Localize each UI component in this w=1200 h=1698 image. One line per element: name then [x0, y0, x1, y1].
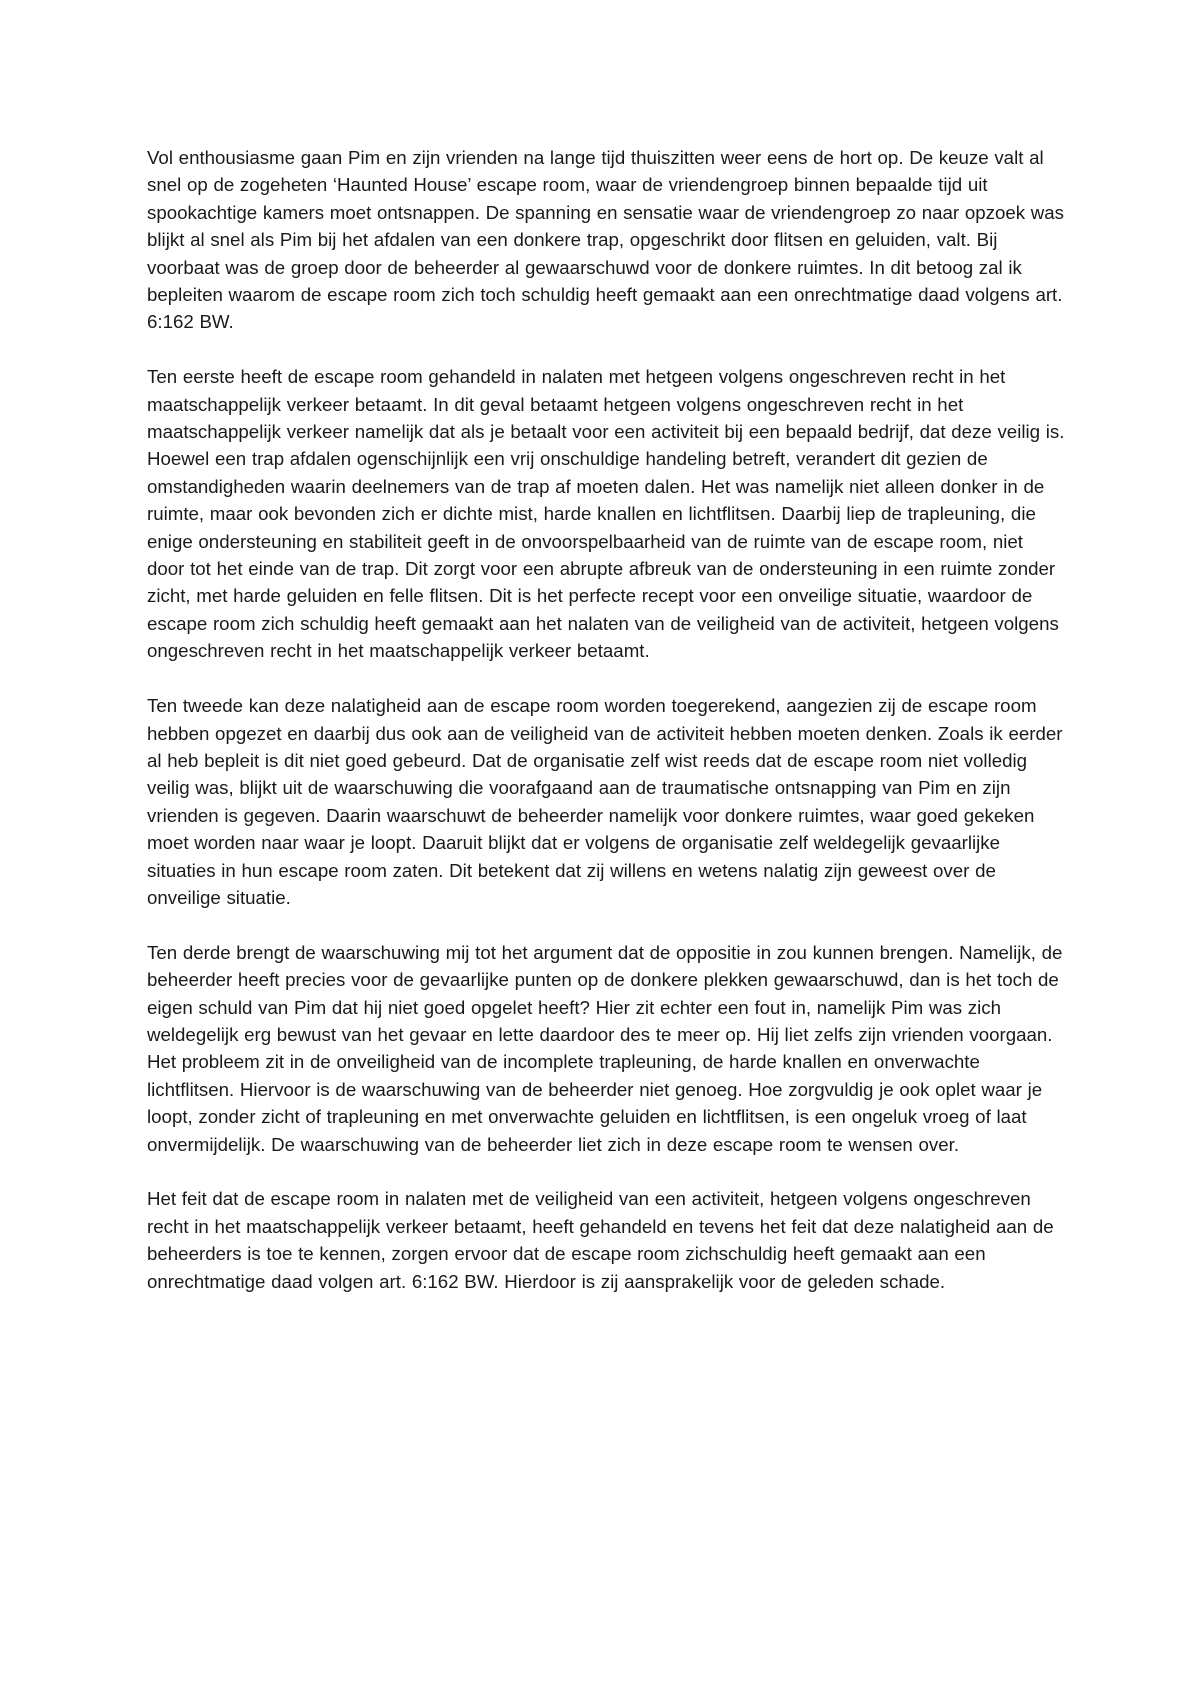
document-body [147, 144, 1065, 1322]
paragraph-second-argument: Ten tweede kan deze nalatigheid aan de escape room worden toegerekend, aangezien zij de escape room hebben opgezet en daarbij dus ook aan de veiligheid van de activiteit hebben moeten denken. Zoals ik eerder al heb bepleit is dit niet goed gebeurd. Dat de organisatie zelf wist reeds dat de escape room niet volledig veilig was, blijkt uit de waarschuwing die voorafgaand aan de traumatische ontsnapping van Pim en zijn vrienden is gegeven. Daarin waarschuwt de beheerder namelijk voor donkere ruimtes, waar goed gekeken moet worden naar waar je loopt. Daaruit blijkt dat er volgens de organisatie zelf weldegelijk gevaarlijke situaties in hun escape room zaten. Dit betekent dat zij willens en wetens nalatig zijn geweest over de onveilige situatie. [147, 695, 1063, 908]
paragraph-introduction: Vol enthousiasme gaan Pim en zijn vrienden na lange tijd thuiszitten weer eens de hort op. De keuze valt al snel op de zogeheten ‘Haunted House’ escape room, waar de vriendengroep binnen bepaalde tijd uit spookachtige kamers moet ontsnappen. De spanning en sensatie waar de vriendengroep zo naar opzoek was blijkt al snel als Pim bij het afdalen van een donkere trap, opgeschrikt door flitsen en geluiden, valt. Bij voorbaat was de groep door de beheerder al gewaarschuwd voor de donkere ruimtes. In dit betoog zal ik bepleiten waarom de escape room zich toch schuldig heeft gemaakt aan een onrechtmatige daad volgens art. 6:162 BW. [147, 147, 1065, 333]
paragraph-conclusion: Het feit dat de escape room in nalaten met de veiligheid van een activiteit, hetgeen volgens ongeschreven recht in het maatschappelijk verkeer betaamt, heeft gehandeld en tevens het feit dat deze nalatigheid aan de beheerders is toe te kennen, zorgen ervoor dat de escape room zichschuldig heeft gemaakt aan een onrechtmatige daad volgen art. 6:162 BW. Hierdoor is zij aansprakelijk voor de geleden schade. [147, 1188, 1054, 1292]
paragraph-counterargument: Ten derde brengt de waarschuwing mij tot het argument dat de oppositie in zou kunnen brengen. Namelijk, de beheerder heeft precies voor de gevaarlijke punten op de donkere plekken gewaarschuwd, dan is het toch de eigen schuld van Pim dat hij niet goed opgelet heeft? Hier zit echter een fout in, namelijk Pim was zich weldegelijk erg bewust van het gevaar en lette daardoor des te meer op. Hij liet zelfs zijn vrienden voorgaan. Het probleem zit in de onveiligheid van de incomplete trapleuning, de harde knallen en onverwachte lichtflitsen. Hiervoor is de waarschuwing van de beheerder niet genoeg. Hoe zorgvuldig je ook oplet waar je loopt, zonder zicht of trapleuning en met onverwachte geluiden en lichtflitsen, is een ongeluk vroeg of laat onvermijdelijk. De waarschuwing van de beheerder liet zich in deze escape room te wensen over. [147, 941, 1063, 1155]
paragraph-first-argument: Ten eerste heeft de escape room gehandeld in nalaten met hetgeen volgens ongeschreven recht in het maatschappelijk verkeer betaamt. In dit geval betaamt hetgeen volgens ongeschreven recht in het maatschappelijk verkeer namelijk dat als je betaalt voor een activiteit bij een bepaald bedrijf, dat deze veilig is. Hoewel een trap afdalen ogenschijnlijk een vrij onschuldige handeling betreft, verandert dit gezien de omstandigheden waarin deelnemers van de trap af moeten dalen. Het was namelijk niet alleen donker in de ruimte, maar ook bevonden zich er dichte mist, harde knallen en lichtflitsen. Daarbij liep de trapleuning, die enige ondersteuning en stabiliteit geeft in de onvoorspelbaarheid van de ruimte van de escape room, niet door tot het einde van de trap. Dit zorgt voor een abrupte afbreuk van de ondersteuning in een ruimte zonder zicht, met harde geluiden en felle flitsen. Dit is het perfecte recept voor een onveilige situatie, waardoor de escape room zich schuldig heeft gemaakt aan het nalaten van de veiligheid van de activiteit, hetgeen volgens ongeschreven recht in het maatschappelijk verkeer betaamt. [147, 366, 1065, 662]
